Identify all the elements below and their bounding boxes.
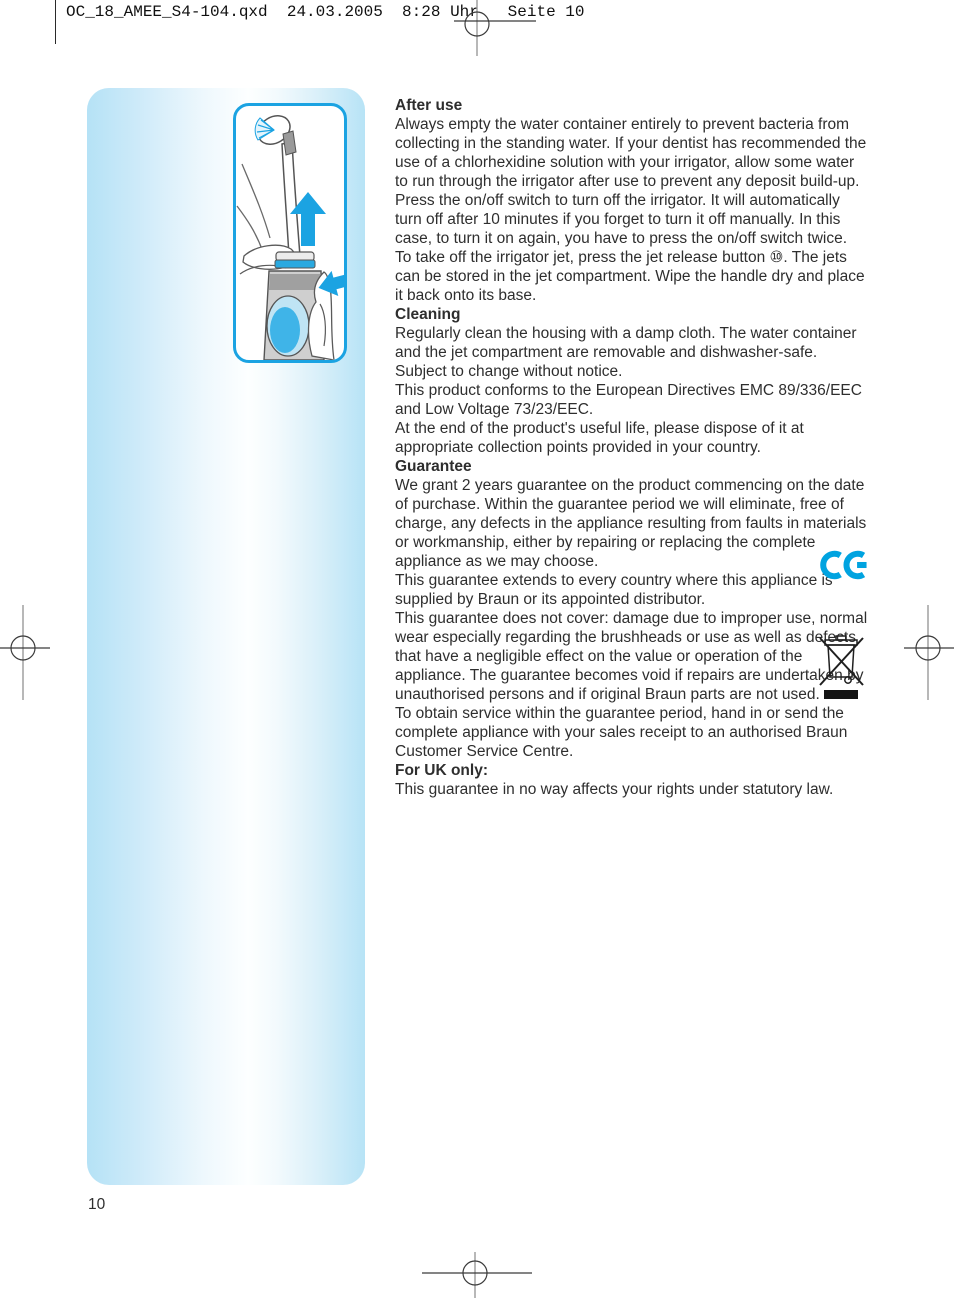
- guarantee-paragraph-4: To obtain service within the guarantee period, hand in or send the complete appliance with your sales receipt to an authorised Braun Customer Service Centre.: [395, 705, 848, 760]
- jet-nozzle-head: [253, 110, 296, 155]
- irrigator-illustration-box: [233, 103, 347, 363]
- disposal-statement: At the end of the product's useful life, please dispose of it at appropriate collection points provided in your country.: [395, 420, 804, 456]
- uk-only-paragraph: This guarantee in no way affects your rights under statutory law.: [395, 781, 834, 798]
- registration-mark-left: [0, 605, 62, 700]
- uk-only-heading: For UK only:: [395, 762, 488, 779]
- print-slug-line: OC_18_AMEE_S4-104.qxd 24.03.2005 8:28 Uhr Seite 10: [66, 3, 585, 21]
- registration-mark-top: [420, 0, 540, 56]
- after-use-paragraph-2: Press the on/off switch to turn off the irrigator. It will automatically turn off after 10 minutes if you forget to turn it off manually. In this case, to turn it on again, you have to press the on/off switch twice.: [395, 192, 848, 247]
- crop-mark-top-left: [55, 0, 56, 44]
- change-notice: Subject to change without notice.: [395, 363, 623, 380]
- after-use-heading: After use: [395, 97, 463, 114]
- page-number: 10: [88, 1196, 106, 1213]
- guarantee-paragraph-2: This guarantee extends to every country where this appliance is supplied by Braun or its appointed distributor.: [395, 572, 833, 608]
- guarantee-paragraph-3: This guarantee does not cover: damage due to improper use, normal wear especially regarding the brushheads or use as well as defects that have a negligible effect on the value or operation of the appliance. The guarantee becomes void if repairs are undertaken by unauthorised persons and if original Braun parts are not used.: [395, 610, 868, 703]
- conformity-statement: This product conforms to the European Directives EMC 89/336/EEC and Low Voltage 73/23/EEC.: [395, 382, 862, 418]
- cleaning-paragraph: Regularly clean the housing with a damp cloth. The water container and the jet compartment are removable and dishwasher-safe.: [395, 325, 857, 361]
- main-text-column: [395, 96, 869, 799]
- after-use-paragraph-1: Always empty the water container entirely to prevent bacteria from collecting in the standing water. If your dentist has recommended the use of a chlorhexidine solution with your irrigator, allow some water to run through the irrigator after use to prevent any deposit build-up.: [395, 116, 867, 190]
- after-use-paragraph-3: To take off the irrigator jet, press the jet release button ⑩. The jets can be stored in the jet compartment. Wipe the handle dry and place it back onto its base.: [395, 249, 865, 304]
- guarantee-paragraph-1: We grant 2 years guarantee on the product commencing on the date of purchase. Within the guarantee period we will eliminate, free of charge, any defects in the appliance resulting from faults in materials or workmanship, either by repairing or replacing the complete appliance as we may choose.: [395, 477, 867, 570]
- registration-mark-bottom: [420, 1248, 536, 1300]
- ce-mark-icon: [820, 546, 870, 584]
- cleaning-heading: Cleaning: [395, 306, 461, 323]
- registration-mark-right: [894, 605, 954, 700]
- weee-bin-icon: [819, 632, 865, 702]
- guarantee-heading: Guarantee: [395, 458, 472, 475]
- irrigator-illustration: [236, 106, 344, 360]
